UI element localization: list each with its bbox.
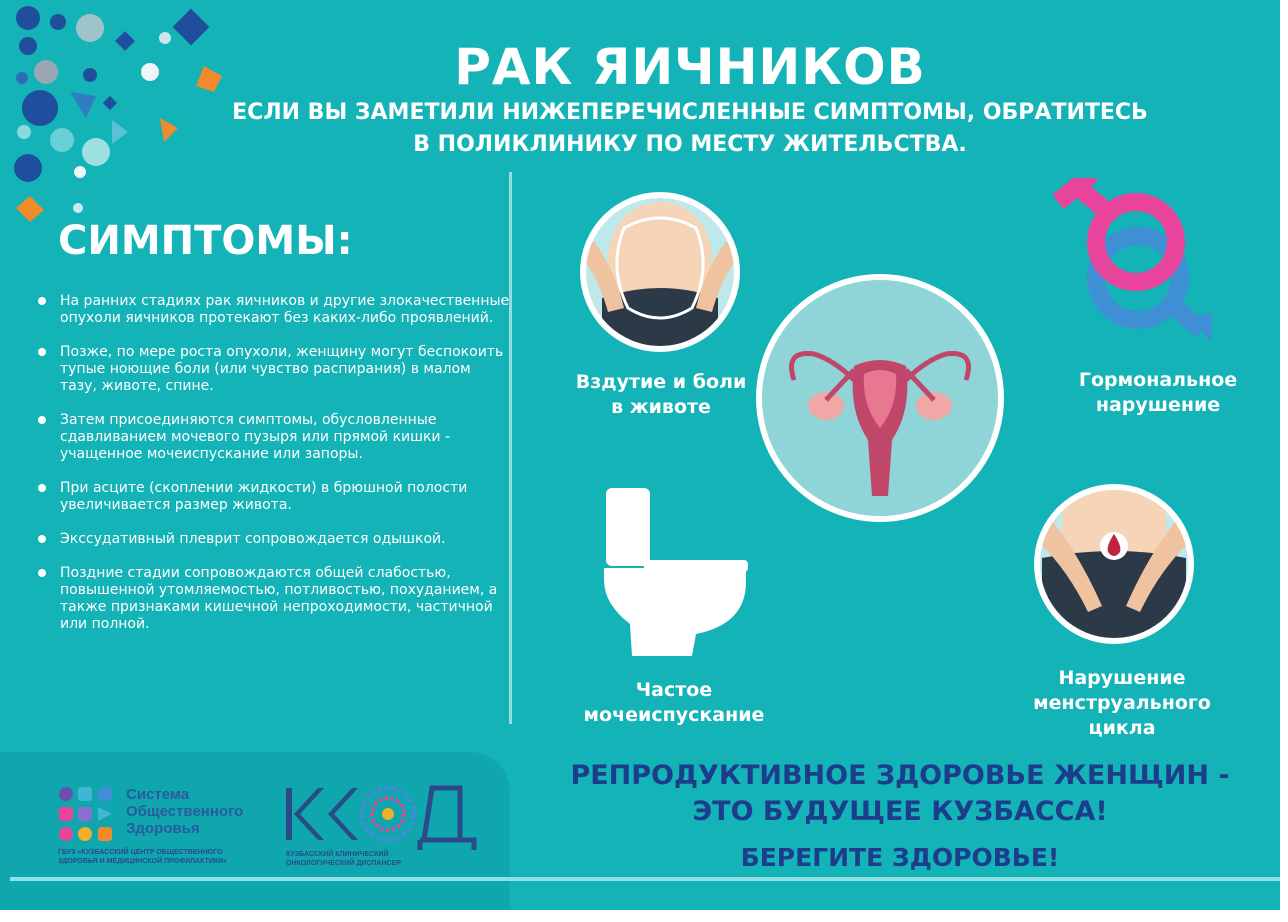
bullet-icon xyxy=(38,348,46,356)
decorative-shapes xyxy=(0,0,230,230)
hormonal-label: Гормональное нарушение xyxy=(1078,369,1238,416)
menstrual-label: Нарушение менструального цикла xyxy=(1033,667,1211,739)
symptom-text: На ранних стадиях рак яичников и другие злокачественные опухоли яичников протекают без каких-либо проявлений. xyxy=(60,293,510,326)
bullet-icon xyxy=(38,535,46,543)
bullet-icon xyxy=(38,416,46,424)
menstrual-illustration xyxy=(1032,478,1196,648)
symptoms-heading: СИМПТОМЫ: xyxy=(58,218,353,264)
symptom-item xyxy=(36,480,510,514)
symptom-text: Затем присоединяются симптомы, обусловленные сдавливанием мочевого пузыря или прямой кишки - учащенное мочеиспускание или запоры. xyxy=(60,412,451,462)
symptom-item xyxy=(36,531,510,548)
page-title: РАК ЯИЧНИКОВ xyxy=(454,38,926,96)
bullet-icon xyxy=(38,297,46,305)
abdomen-bloating-illustration xyxy=(572,188,754,358)
symptom-item xyxy=(36,293,510,327)
gender-symbols-icon xyxy=(1036,178,1222,346)
slogan-line-2: ЭТО БУДУЩЕЕ КУЗБАССА! xyxy=(692,796,1108,827)
subtitle-line-2: В ПОЛИКЛИНИКУ ПО МЕСТУ ЖИТЕЛЬСТВА. xyxy=(413,132,967,157)
symptom-item xyxy=(36,565,510,633)
bloating-label: Вздутие и боли в животе xyxy=(575,371,747,418)
kkod-logo-subtitle: КУЗБАССКИЙ КЛИНИЧЕСКИЙ ОНКОЛОГИЧЕСКИЙ ДИСПАНСЕР xyxy=(286,851,401,867)
urination-label: Частое мочеиспускание xyxy=(583,679,765,726)
symptom-list xyxy=(36,293,510,650)
slogan-line-3: БЕРЕГИТЕ ЗДОРОВЬЕ! xyxy=(740,843,1060,872)
vertical-divider xyxy=(509,172,512,724)
public-health-logo-text: Система Общественного Здоровья xyxy=(126,786,244,837)
public-health-logo-icon xyxy=(58,786,120,844)
bullet-icon xyxy=(38,569,46,577)
symptom-item xyxy=(36,344,510,395)
symptom-text: Поздние стадии сопровождаются общей слабостью, повышенной утомляемостью, потливостью, похуданием, а также признаками кишечной непроходимости, частичной или полной. xyxy=(60,565,498,632)
symptom-item xyxy=(36,412,510,463)
slogan-line-1: РЕПРОДУКТИВНОЕ ЗДОРОВЬЕ ЖЕНЩИН - xyxy=(570,760,1230,791)
symptom-text: При асците (скоплении жидкости) в брюшной полости увеличивается размер живота. xyxy=(60,480,468,513)
public-health-logo-subtitle: ГБУЗ «КУЗБАССКИЙ ЦЕНТР ОБЩЕСТВЕННОГО ЗДОРОВЬЯ И МЕДИЦИНСКОЙ ПРОФИЛАКТИКИ» xyxy=(58,849,228,865)
kkod-logo xyxy=(284,782,480,852)
uterus-illustration xyxy=(754,270,1010,526)
symptom-text: Позже, по мере роста опухоли, женщину могут беспокоить тупые ноющие боли (или чувство распирания) в малом тазу, животе, спине. xyxy=(60,344,504,394)
subtitle-line-1: ЕСЛИ ВЫ ЗАМЕТИЛИ НИЖЕПЕРЕЧИСЛЕННЫЕ СИМПТОМЫ, ОБРАТИТЕСЬ xyxy=(232,100,1148,125)
symptom-text: Экссудативный плеврит сопровождается одышкой. xyxy=(60,531,446,547)
toilet-icon xyxy=(600,484,750,658)
bullet-icon xyxy=(38,484,46,492)
footer-line xyxy=(10,877,1280,881)
